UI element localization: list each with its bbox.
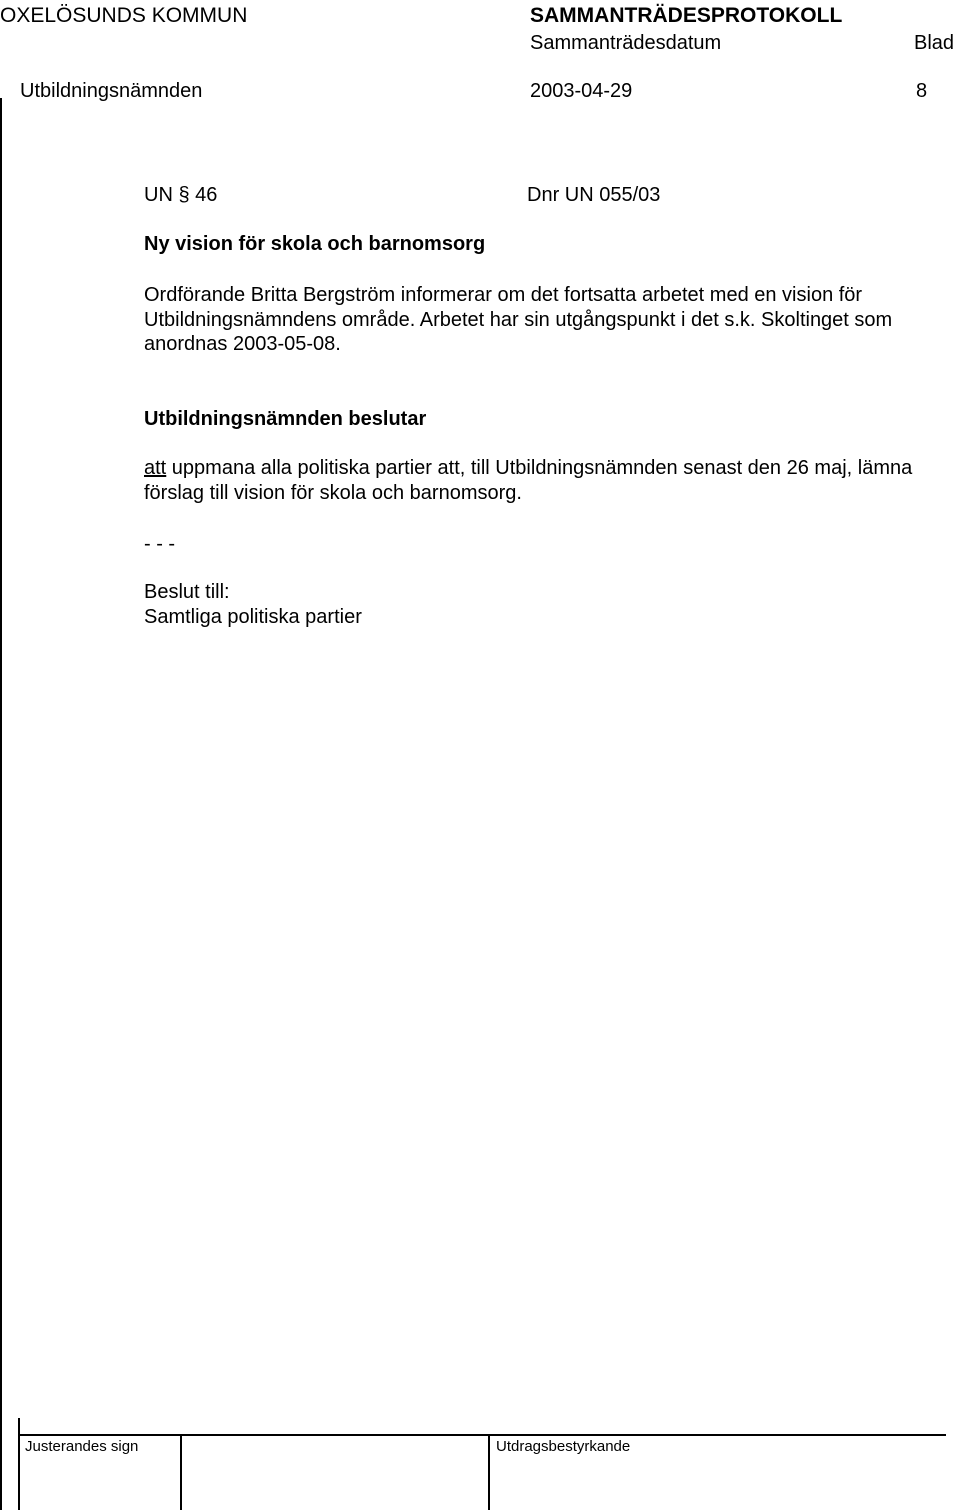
item-number: UN § 46	[144, 184, 218, 206]
footer-box-divider-2	[488, 1434, 490, 1510]
date-label: Sammanträdesdatum	[530, 32, 722, 54]
decision-body: uppmana alla politiska partier att, till Utbildningsnämnden senast den 26 maj, lämna förslag till vision för skola och barnomsorg.	[144, 457, 913, 504]
att-keyword: att	[144, 457, 167, 479]
page-label: Blad	[914, 32, 955, 54]
left-margin-line-top	[0, 98, 2, 798]
diary-number: Dnr UN 055/03	[527, 184, 661, 206]
document-type: SAMMANTRÄDESPROTOKOLL	[530, 4, 843, 27]
decision-text	[144, 456, 934, 505]
beslut-recipient: Samtliga politiska partier	[144, 606, 362, 628]
footer-rule	[18, 1434, 946, 1436]
footer-box-divider-1	[180, 1434, 182, 1510]
beslut-label: Beslut till:	[144, 581, 230, 603]
municipality-name: OXELÖSUNDS KOMMUN	[0, 4, 248, 27]
committee-name: Utbildningsnämnden	[20, 80, 203, 102]
decision-heading: Utbildningsnämnden beslutar	[144, 408, 427, 430]
page-number: 8	[916, 80, 928, 102]
footer-box-left	[18, 1418, 20, 1510]
meeting-date: 2003-04-29	[530, 80, 633, 102]
extract-label: Utdragsbestyrkande	[496, 1438, 631, 1455]
separator: - - -	[144, 533, 176, 555]
left-margin-line-bottom	[0, 798, 2, 1510]
sign-label: Justerandes sign	[25, 1438, 139, 1455]
item-body: Ordförande Britta Bergström informerar om det fortsatta arbetet med en vision för Utbildningsnämndens område. Arbetet har sin utgångspunkt i det s.k. Skoltinget som anordnas 2003-05-08.	[144, 284, 893, 355]
item-title: Ny vision för skola och barnomsorg	[144, 233, 486, 255]
